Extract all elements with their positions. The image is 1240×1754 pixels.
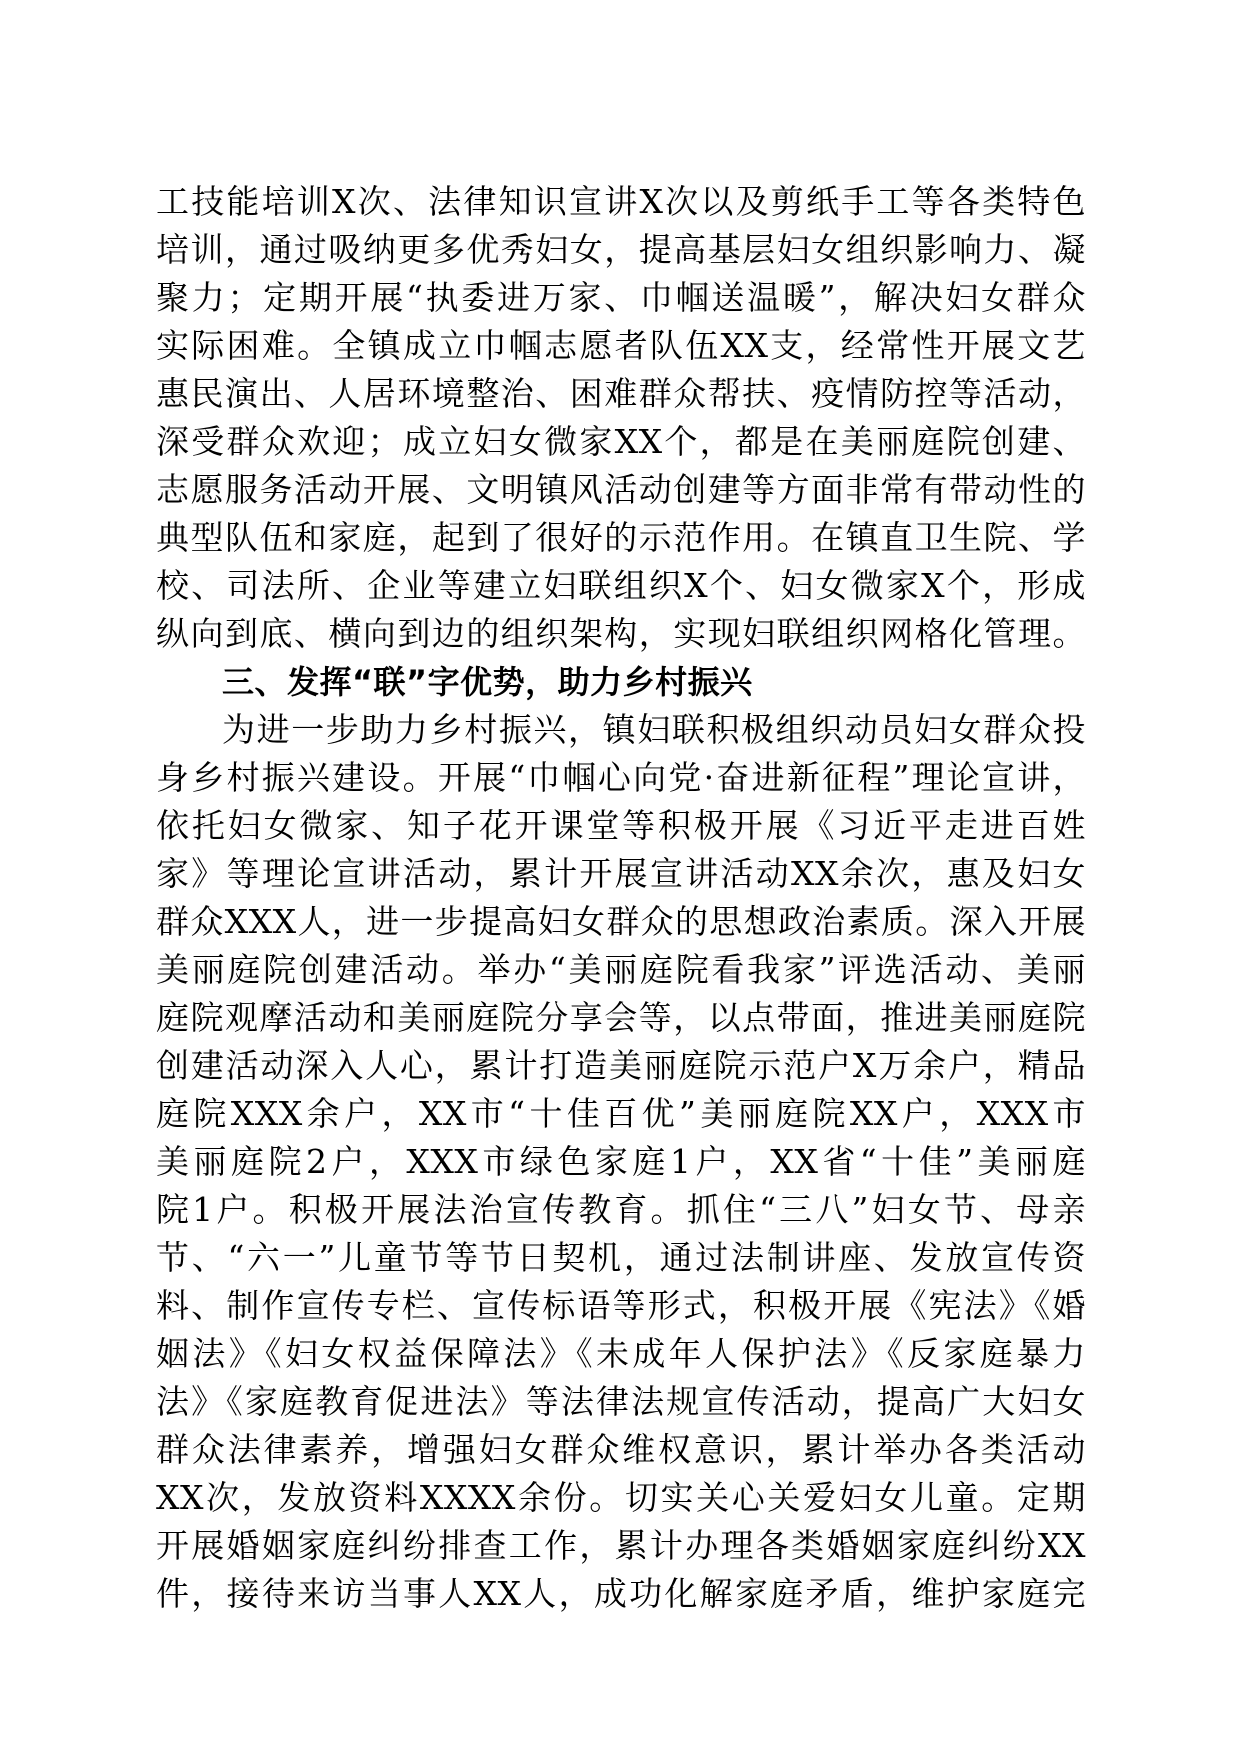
text-line: 美丽庭院创建活动。举办“美丽庭院看我家”评选活动、美丽 (156, 950, 1086, 989)
text-line: 纵向到底、横向到边的组织架构，实现妇联组织网格化管理。 (156, 614, 1086, 653)
text-line: 美丽庭院2户，XXX市绿色家庭1户，XX省“十佳”美丽庭 (156, 1142, 1086, 1181)
text-line: 院1户。积极开展法治宣传教育。抓住“三八”妇女节、母亲 (156, 1190, 1086, 1229)
text-line: 开展婚姻家庭纠纷排查工作，累计办理各类婚姻家庭纠纷XX (156, 1526, 1086, 1565)
text-line: 深受群众欢迎；成立妇女微家XX个，都是在美丽庭院创建、 (156, 422, 1086, 461)
text-line: 志愿服务活动开展、文明镇风活动创建等方面非常有带动性的 (156, 470, 1086, 509)
text-line: 家》等理论宣讲活动，累计开展宣讲活动XX余次，惠及妇女 (156, 854, 1086, 893)
text-line: 校、司法所、企业等建立妇联组织X个、妇女微家X个，形成 (156, 566, 1086, 605)
text-line: 料、制作宣传专栏、宣传标语等形式，积极开展《宪法》《婚 (156, 1286, 1086, 1325)
text-line: 姻法》《妇女权益保障法》《未成年人保护法》《反家庭暴力 (156, 1334, 1086, 1373)
text-line: 工技能培训X次、法律知识宣讲X次以及剪纸手工等各类特色 (156, 182, 1086, 221)
text-line: 惠民演出、人居环境整治、困难群众帮扶、疫情防控等活动， (156, 374, 1086, 413)
text-line: XX次，发放资料XXXX余份。切实关心关爱妇女儿童。定期 (156, 1478, 1086, 1517)
section-heading: 三、发挥“联”字优势，助力乡村振兴 (222, 663, 753, 701)
text-line: 依托妇女微家、知子花开课堂等积极开展《习近平走进百姓 (156, 806, 1086, 845)
text-line: 实际困难。全镇成立巾帼志愿者队伍XX支，经常性开展文艺 (156, 326, 1086, 365)
text-line: 庭院XXX余户，XX市“十佳百优”美丽庭院XX户，XXX市 (156, 1094, 1086, 1133)
paragraph-first-line: 为进一步助力乡村振兴，镇妇联积极组织动员妇女群众投 (222, 710, 1086, 749)
text-line: 典型队伍和家庭，起到了很好的示范作用。在镇直卫生院、学 (156, 518, 1086, 557)
text-line: 聚力；定期开展“执委进万家、巾帼送温暖”，解决妇女群众 (156, 278, 1086, 317)
text-line: 庭院观摩活动和美丽庭院分享会等，以点带面，推进美丽庭院 (156, 998, 1086, 1037)
text-line: 节、“六一”儿童节等节日契机，通过法制讲座、发放宣传资 (156, 1238, 1086, 1277)
text-line: 身乡村振兴建设。开展“巾帼心向党·奋进新征程”理论宣讲， (156, 758, 1086, 797)
text-line: 群众法律素养，增强妇女群众维权意识，累计举办各类活动 (156, 1430, 1086, 1469)
text-line: 创建活动深入人心，累计打造美丽庭院示范户X万余户，精品 (156, 1046, 1086, 1085)
text-line: 培训，通过吸纳更多优秀妇女，提高基层妇女组织影响力、凝 (156, 230, 1086, 269)
text-line: 群众XXX人，进一步提高妇女群众的思想政治素质。深入开展 (156, 902, 1086, 941)
text-line: 法》《家庭教育促进法》等法律法规宣传活动，提高广大妇女 (156, 1382, 1086, 1421)
text-line: 件，接待来访当事人XX人，成功化解家庭矛盾，维护家庭完 (156, 1574, 1086, 1613)
